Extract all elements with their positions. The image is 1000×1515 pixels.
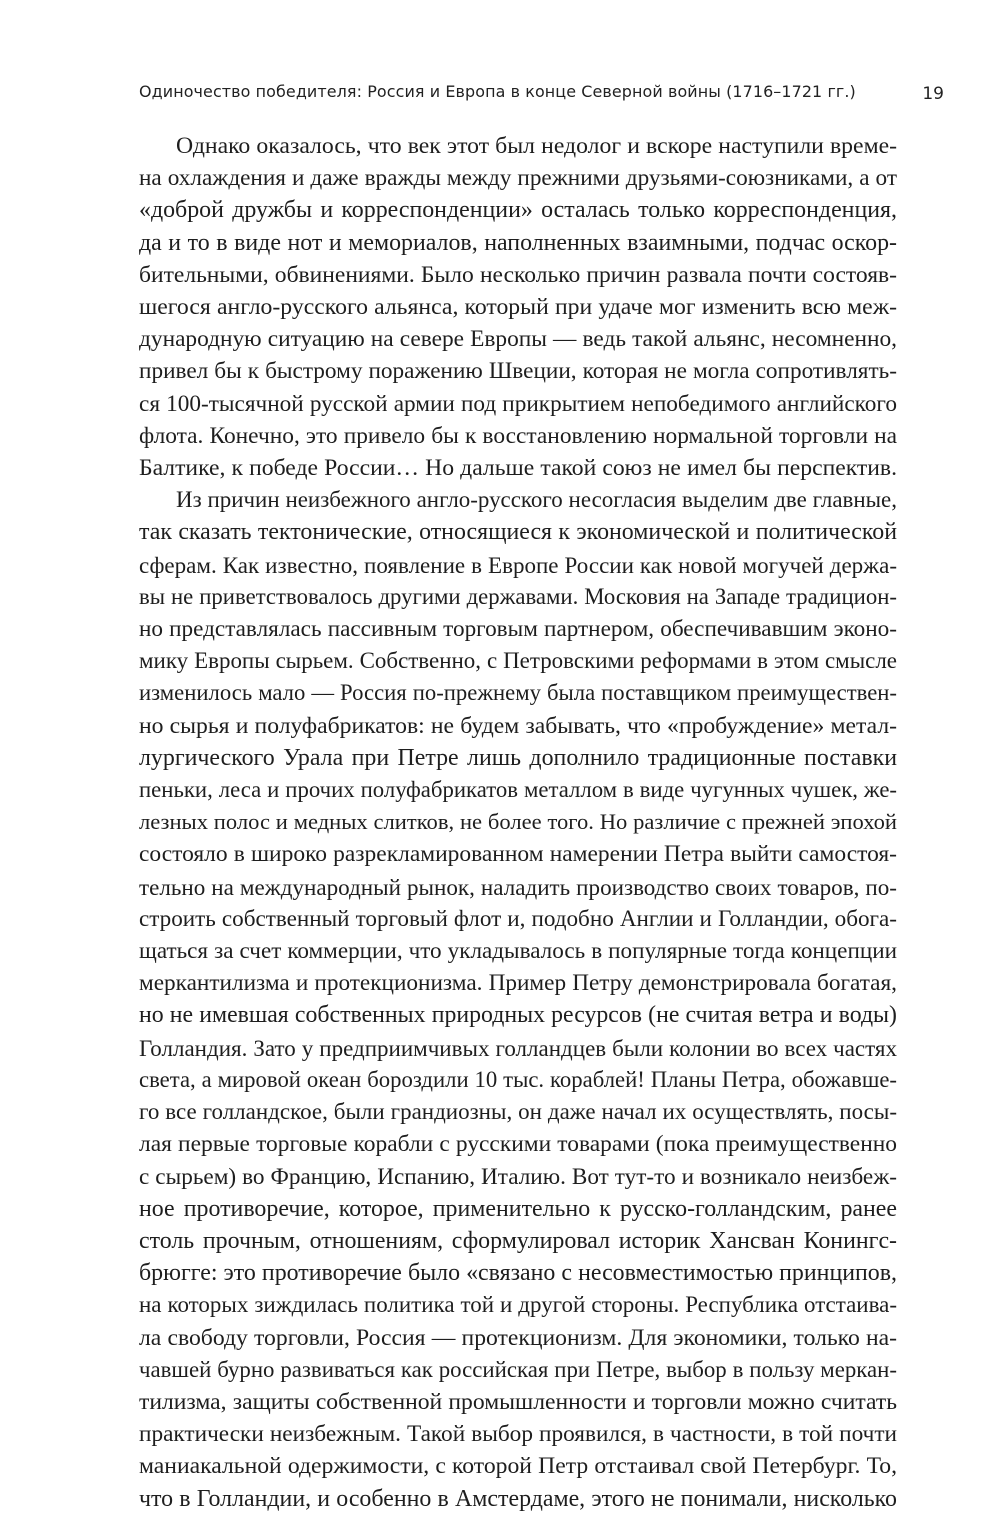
text-line: с сырьем) во Францию, Испанию, Италию. Вот тут-то и возникало неизбеж-	[139, 1163, 897, 1190]
text-line: чавшей бурно развиваться как российская при Петре, выбор в пользу меркан-	[139, 1356, 897, 1382]
text-line: маниакальной одержимости, с которой Петр отстаивал свой Петербург. То,	[139, 1453, 897, 1480]
text-line: привел бы к быстрому поражению Швеции, которая не могла сопротивлять-	[139, 358, 897, 385]
text-line: Однако оказалось, что век этот был недолог и вскоре наступили време-	[176, 133, 897, 159]
paragraph-2	[139, 484, 897, 1515]
text-line: изменилось мало — Россия по-прежнему была поставщиком преимуществен-	[139, 680, 897, 706]
text-line: «доброй дружбы и корреспонденции» осталась только корреспонденция,	[139, 197, 897, 224]
text-line: дународную ситуацию на севере Европы — ведь такой альянс, несомненно,	[139, 326, 897, 353]
paragraph-1	[139, 130, 897, 484]
body-text	[139, 130, 897, 1515]
text-line: на которых зиждилась политика той и другой стороны. Республика отстаива-	[139, 1292, 897, 1318]
text-line: лая первые торговые корабли с русскими товарами (пока преимущественно	[139, 1131, 897, 1158]
text-line: столь прочным, отношениям, сформулировал историк Хансван Конингс-	[139, 1227, 897, 1254]
text-line: меркантилизма и протекционизма. Пример Петру демонстрировала богатая,	[139, 970, 897, 997]
text-line: пеньки, леса и прочих полуфабрикатов металлом в виде чугунных чушек, же-	[139, 777, 897, 803]
text-line: тилизма, защиты собственной промышленности и торговли можно считать	[139, 1388, 897, 1415]
text-line: мику Европы сырьем. Собственно, с Петровскими реформами в этом смысле	[139, 648, 897, 674]
text-line: но сырья и полуфабрикатов: не будем забывать, что «пробуждение» метал-	[139, 712, 897, 739]
text-line: флота. Конечно, это привело бы к восстановлению нормальной торговли на	[139, 422, 897, 449]
text-line: но не имевшая собственных природных ресурсов (не считая ветра и воды)	[139, 1002, 897, 1029]
text-line: строить собственный торговый флот и, подобно Англии и Голландии, обога-	[139, 905, 897, 932]
text-line: что в Голландии, и особенно в Амстердаме, этого не понимали, нисколько	[139, 1485, 897, 1512]
text-line: на охлаждения и даже вражды между прежними друзьями-союзниками, а от	[139, 165, 897, 192]
text-line: света, а мировой океан бороздили 10 тыс. кораблей! Планы Петра, обожавше-	[139, 1066, 897, 1092]
text-line: тельно на международный рынок, наладить производство своих товаров, по-	[139, 873, 897, 900]
text-line: вы не приветствовалось другими державами. Московия на Западе традицион-	[139, 583, 897, 609]
text-line: Балтике, к победе России… Но дальше такой союз не имел бы перспектив.	[139, 455, 897, 482]
page-number: 19	[922, 84, 944, 104]
text-line: шегося англо-русского альянса, который при удаче мог изменить всю меж-	[139, 294, 897, 321]
text-line: состояло в широко разрекламированном намерении Петра выйти самостоя-	[139, 841, 897, 868]
text-line: так сказать тектонические, относящиеся к экономической и политической	[139, 519, 897, 546]
text-line: брюгге: это противоречие было «связано с несовместимостью принципов,	[139, 1260, 897, 1287]
text-line: Из причин неизбежного англо-русского несогласия выделим две главные,	[176, 487, 897, 513]
text-line: ла свободу торговли, Россия — протекционизм. Для экономики, только на-	[139, 1324, 897, 1351]
text-line: лезных полос и медных слитков, не более того. Но различие с прежней эпохой	[139, 809, 897, 835]
text-line: Голландия. Зато у предприимчивых голландцев были колонии во всех частях	[139, 1034, 897, 1061]
text-line: практически неизбежным. Такой выбор проявился, в частности, в той почти	[139, 1421, 897, 1448]
text-line: ное противоречие, которое, применительно к русско-голландским, ранее	[139, 1195, 897, 1222]
text-line: щаться за счет коммерции, что укладывалось в популярные тогда концепции	[139, 938, 897, 965]
text-line: бительными, обвинениями. Было несколько причин развала почти состояв-	[139, 261, 897, 288]
text-line: но представлялась пассивным торговым партнером, обеспечивавшим эконо-	[139, 616, 897, 643]
text-line: да и то в виде нот и мемориалов, наполненных взаимными, подчас оскор-	[139, 229, 897, 256]
text-line: лургического Урала при Петре лишь дополнило традиционные поставки	[139, 744, 897, 771]
running-head: Одиночество победителя: Россия и Европа в конце Северной войны (1716–1721 гг.)	[139, 82, 856, 101]
text-line: го все голландское, были грандиозны, он даже начал их осуществлять, посы-	[139, 1099, 897, 1125]
text-line: ся 100-тысячной русской армии под прикрытием непобедимого английского	[139, 390, 897, 417]
text-line: сферам. Как известно, появление в Европе России как новой могучей держа-	[139, 551, 897, 578]
